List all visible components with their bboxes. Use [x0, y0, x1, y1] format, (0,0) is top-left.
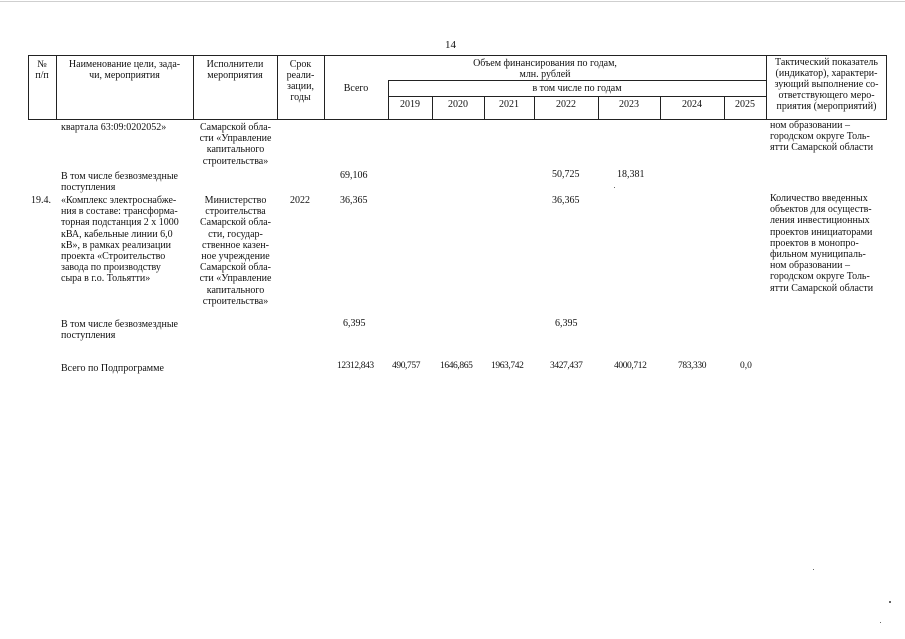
- header-num: № п/п: [35, 59, 49, 81]
- row2-executors: Министерство строительства Самарской обла- сти, государ- ственное казен- ное учреждение Самарской обла- сти «Управление капитального строительства»: [199, 195, 272, 307]
- sum-total: 12312,843: [337, 361, 374, 371]
- header-funding: Объем финансирования по годам, млн. рублей: [473, 58, 617, 80]
- header-year-2022: 2022: [556, 99, 576, 110]
- row2-total: 36,365: [340, 195, 368, 206]
- row3-total: 6,395: [343, 318, 366, 329]
- row1-total: 69,106: [340, 170, 368, 181]
- sum-2021: 1963,742: [491, 361, 524, 371]
- row3-2022: 6,395: [555, 318, 578, 329]
- sum-name: Всего по Подпрограмме: [61, 363, 164, 374]
- row2-2022: 36,365: [552, 195, 580, 206]
- header-indicator: Тактический показатель (индикатор), характери- зующий выполнение со- ответствующего меро- приятия (мероприятий): [774, 57, 879, 112]
- header-name: Наименование цели, зада- чи, мероприятия: [68, 59, 181, 81]
- header-year-2024: 2024: [682, 99, 702, 110]
- sum-2024: 783,330: [678, 361, 707, 371]
- header-executors: Исполнители мероприятия: [206, 59, 264, 81]
- row2-term: 2022: [290, 195, 310, 206]
- row1-2022: 50,725: [552, 169, 580, 180]
- header-term: Срок реали- зации, годы: [286, 59, 315, 103]
- sum-2019: 490,757: [392, 361, 421, 371]
- sum-2020: 1646,865: [440, 361, 473, 371]
- row1-name: В том числе безвозмездные поступления: [61, 171, 178, 194]
- scan-top-edge: [0, 1, 905, 2]
- row2-num: 19.4.: [31, 195, 51, 206]
- header-year-2025: 2025: [735, 99, 755, 110]
- header-year-2021: 2021: [499, 99, 519, 110]
- header-year-2020: 2020: [448, 99, 468, 110]
- header-year-2023: 2023: [619, 99, 639, 110]
- sum-2025: 0,0: [740, 361, 752, 371]
- sum-2023: 4000,712: [614, 361, 647, 371]
- page-number: 14: [445, 39, 456, 51]
- row-cont-executor: Самарской обла- сти «Управление капитального строительства»: [199, 122, 272, 167]
- row3-name: В том числе безвозмездные поступления: [61, 319, 178, 342]
- header-total: Всего: [343, 83, 369, 94]
- row1-2023: 18,381: [617, 169, 645, 180]
- row2-name: «Комплекс электроснабже- ния в составе: трансформа- торная подстанция 2 х 1000 кВА, кабельные линии 6,0 кВ», в рамках реализации проекта «Строительство завода по производству сыра в г.о. Тольятти»: [61, 195, 179, 285]
- sum-2022: 3427,437: [550, 361, 583, 371]
- row2-indicator: Количество введенных объектов для осуществ- ления инвестиционных проектов инициаторами проектов в монопро- фильном муниципаль- ном образовании – городском округе Толь- ятти Самарской области: [770, 193, 874, 294]
- row-cont-indicator: ном образовании – городском округе Толь- ятти Самарской области: [770, 120, 874, 154]
- header-year-2019: 2019: [400, 99, 420, 110]
- row-cont-name: квартала 63:09:0202052»: [61, 122, 167, 133]
- header-including: в том числе по годам: [532, 83, 622, 94]
